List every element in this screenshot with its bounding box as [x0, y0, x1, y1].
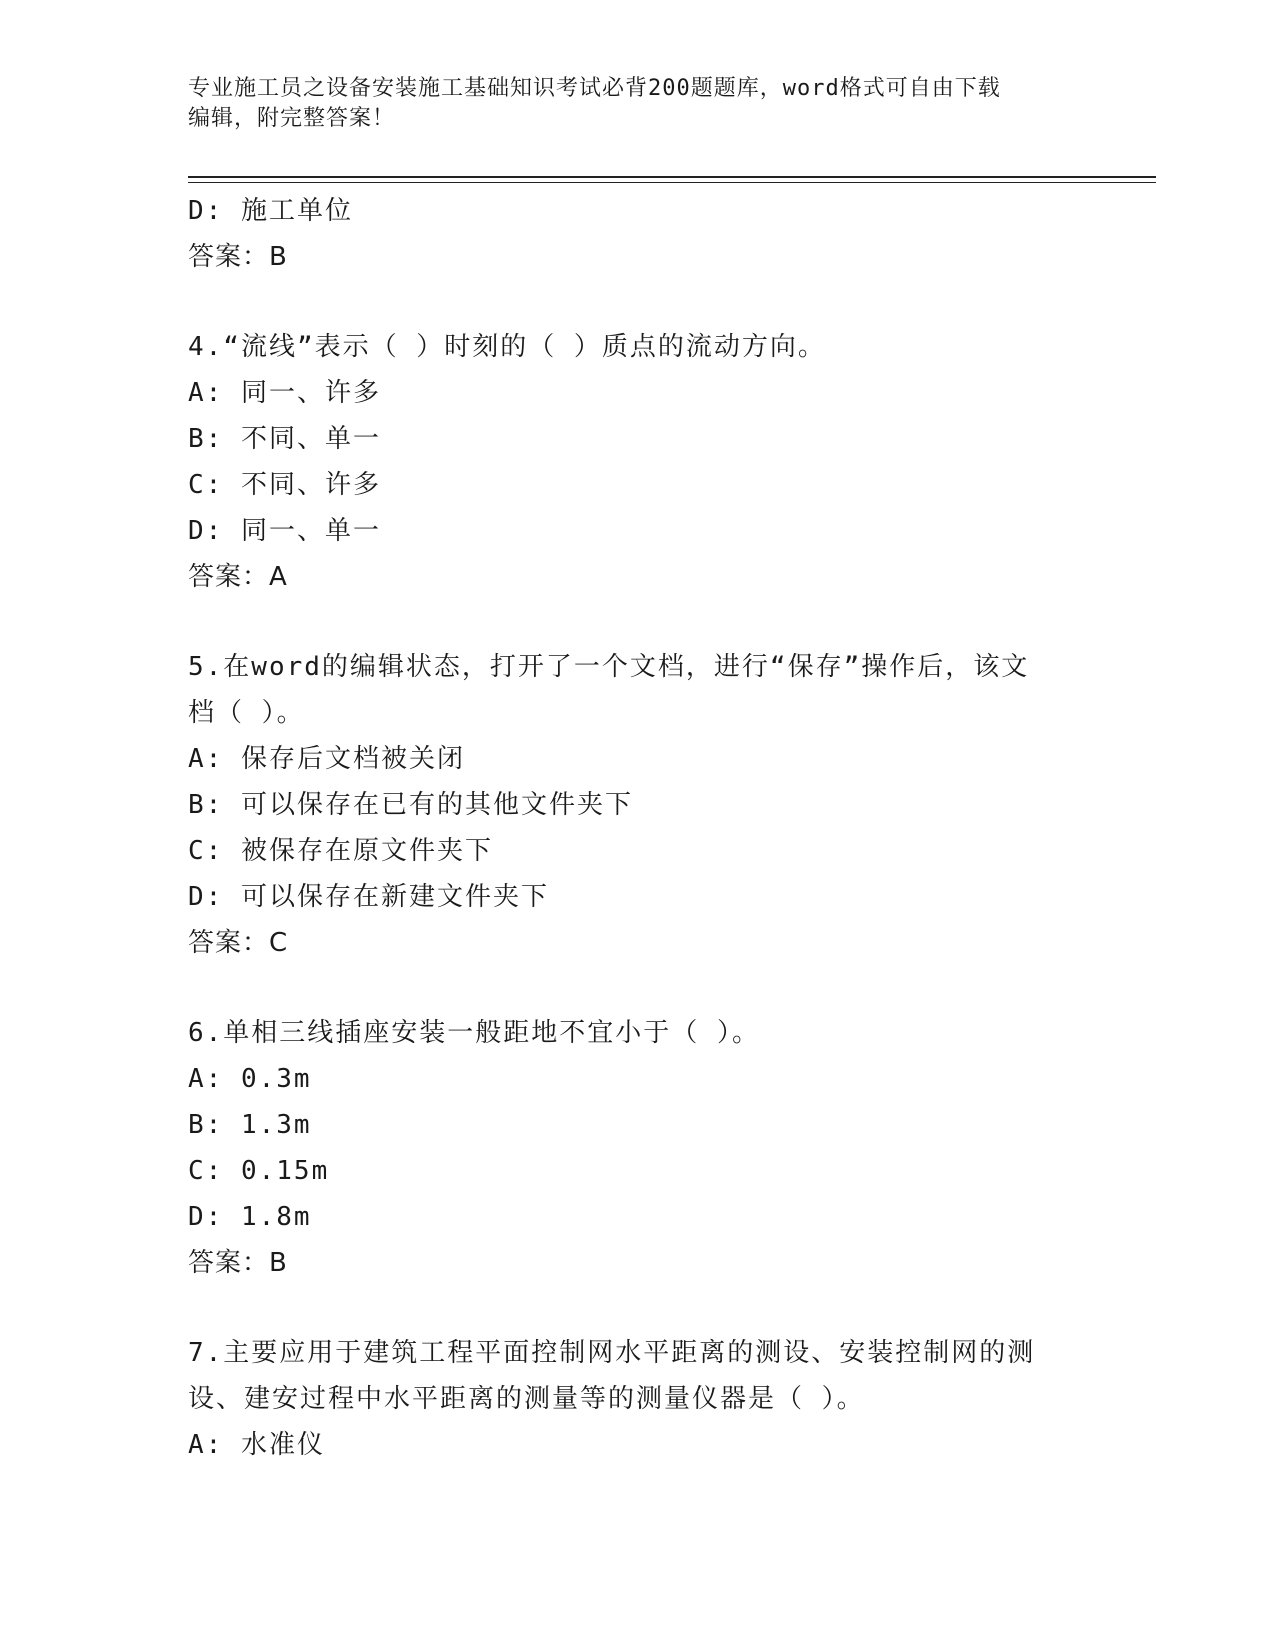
spacer: [188, 966, 1088, 1010]
option-a: A: 水准仪: [188, 1430, 325, 1460]
option-c: C: 被保存在原文件夹下: [188, 836, 493, 866]
option-a: A: 同一、许多: [188, 378, 381, 408]
question-block: [188, 1330, 1088, 1468]
option-b: B: 1.3m: [188, 1110, 312, 1140]
header-divider-thick: [188, 176, 1156, 178]
spacer: [188, 600, 1088, 644]
option-c: C: 不同、许多: [188, 470, 381, 500]
document-header: [188, 74, 1088, 134]
option-d: D: 同一、单一: [188, 516, 381, 546]
question-stem-line-2: 设、建安过程中水平距离的测量等的测量仪器是（ ）。: [188, 1384, 865, 1414]
option-c: C: 0.15m: [188, 1156, 330, 1186]
question-block: [188, 644, 1088, 966]
header-divider-thin: [188, 182, 1156, 183]
question-stem: 6.单相三线插座安装一般距地不宜小于（ ）。: [188, 1018, 760, 1048]
option-d: D: 1.8m: [188, 1202, 312, 1232]
option-b: B: 不同、单一: [188, 424, 381, 454]
answer: 答案：A: [188, 562, 288, 592]
spacer: [188, 280, 1088, 324]
question-stem-line-2: 档（ ）。: [188, 698, 305, 728]
option-b: B: 可以保存在已有的其他文件夹下: [188, 790, 633, 820]
prev-answer: 答案：B: [188, 242, 288, 272]
spacer: [188, 1286, 1088, 1330]
question-stem-line-1: 7.主要应用于建筑工程平面控制网水平距离的测设、安装控制网的测: [188, 1338, 1036, 1368]
option-d: D: 可以保存在新建文件夹下: [188, 882, 549, 912]
question-list: [188, 188, 1088, 1468]
question-block: [188, 324, 1088, 600]
question-block: [188, 1010, 1088, 1286]
header-title-line-2: 编辑，附完整答案！: [188, 106, 396, 131]
question-stem: 4.“流线”表示（ ）时刻的（ ）质点的流动方向。: [188, 332, 826, 362]
option-a: A: 0.3m: [188, 1064, 312, 1094]
prev-option-d: D: 施工单位: [188, 196, 353, 226]
question-stem-line-1: 5.在word的编辑状态，打开了一个文档，进行“保存”操作后，该文: [188, 652, 1030, 682]
answer: 答案：B: [188, 1248, 288, 1278]
option-a: A: 保存后文档被关闭: [188, 744, 465, 774]
answer: 答案：C: [188, 928, 289, 958]
header-title-line-1: 专业施工员之设备安装施工基础知识考试必背200题题库，word格式可自由下载: [188, 76, 1001, 101]
